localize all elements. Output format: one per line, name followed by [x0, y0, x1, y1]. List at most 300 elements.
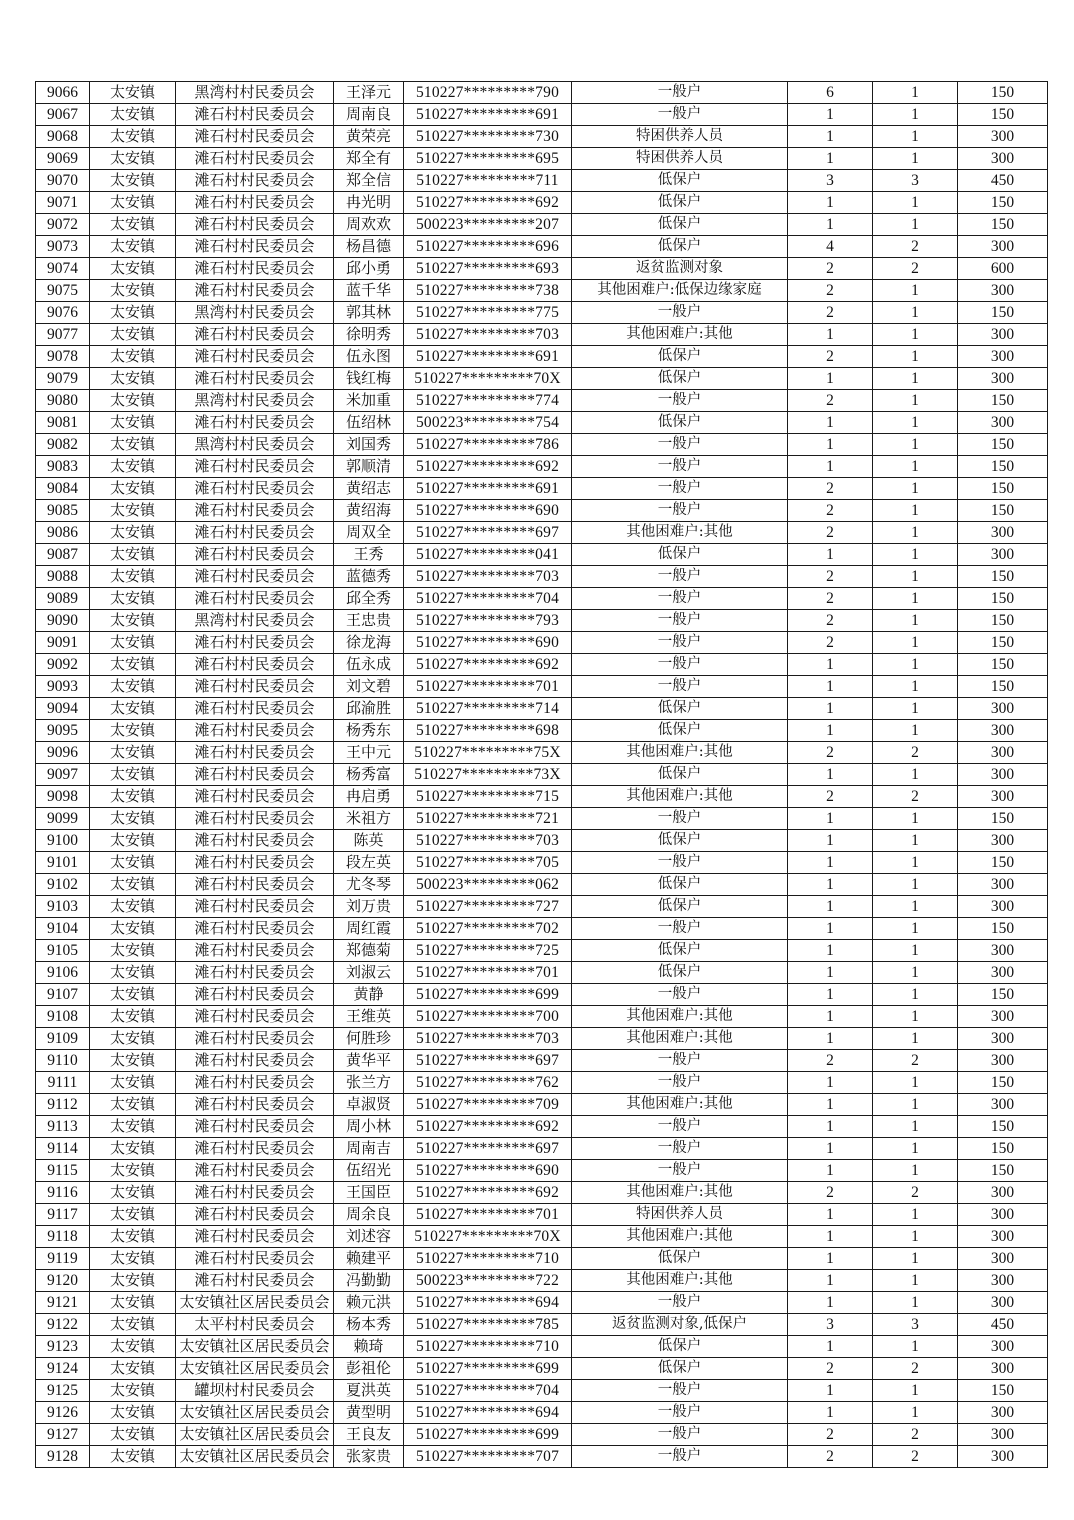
- row-number-cell: 9127: [36, 1424, 90, 1446]
- person-name-cell: 张家贵: [334, 1446, 404, 1468]
- town-cell: 太安镇: [90, 544, 176, 566]
- town-cell: 太安镇: [90, 170, 176, 192]
- person-name-cell: 冯勤勤: [334, 1270, 404, 1292]
- subsidy-amount-cell: 150: [958, 1380, 1048, 1402]
- household-size-cell: 1: [788, 434, 873, 456]
- table-row: [36, 566, 1048, 588]
- id-number-cell: 510227*********774: [404, 390, 572, 412]
- town-cell: 太安镇: [90, 346, 176, 368]
- household-category-cell: 低保户: [572, 962, 788, 984]
- household-size-cell: 1: [788, 544, 873, 566]
- row-number-cell: 9077: [36, 324, 90, 346]
- row-number-cell: 9066: [36, 82, 90, 104]
- person-name-cell: 郑全有: [334, 148, 404, 170]
- beneficiary-count-cell: 1: [873, 478, 958, 500]
- table-row: [36, 984, 1048, 1006]
- household-category-cell: 一般户: [572, 1424, 788, 1446]
- row-number-cell: 9103: [36, 896, 90, 918]
- table-row: [36, 346, 1048, 368]
- table-row: [36, 874, 1048, 896]
- town-cell: 太安镇: [90, 918, 176, 940]
- table-row: [36, 522, 1048, 544]
- row-number-cell: 9108: [36, 1006, 90, 1028]
- row-number-cell: 9094: [36, 698, 90, 720]
- household-category-cell: 其他困难户:其他: [572, 1094, 788, 1116]
- town-cell: 太安镇: [90, 500, 176, 522]
- id-number-cell: 510227*********700: [404, 1006, 572, 1028]
- household-category-cell: 低保户: [572, 720, 788, 742]
- beneficiary-count-cell: 1: [873, 984, 958, 1006]
- beneficiary-count-cell: 1: [873, 808, 958, 830]
- beneficiary-count-cell: 1: [873, 522, 958, 544]
- beneficiary-count-cell: 1: [873, 654, 958, 676]
- beneficiary-count-cell: 1: [873, 962, 958, 984]
- person-name-cell: 王维英: [334, 1006, 404, 1028]
- person-name-cell: 王中元: [334, 742, 404, 764]
- subsidy-amount-cell: 300: [958, 1006, 1048, 1028]
- subsidy-amount-cell: 300: [958, 522, 1048, 544]
- table-row: [36, 588, 1048, 610]
- row-number-cell: 9126: [36, 1402, 90, 1424]
- village-committee-cell: 滩石村村民委员会: [176, 676, 334, 698]
- beneficiary-count-cell: 1: [873, 940, 958, 962]
- village-committee-cell: 滩石村村民委员会: [176, 830, 334, 852]
- beneficiary-count-cell: 1: [873, 456, 958, 478]
- id-number-cell: 510227*********694: [404, 1292, 572, 1314]
- household-category-cell: 其他困难户:其他: [572, 1182, 788, 1204]
- household-size-cell: 2: [788, 1446, 873, 1468]
- row-number-cell: 9081: [36, 412, 90, 434]
- row-number-cell: 9097: [36, 764, 90, 786]
- beneficiary-count-cell: 1: [873, 434, 958, 456]
- id-number-cell: 510227*********70X: [404, 368, 572, 390]
- household-category-cell: 一般户: [572, 566, 788, 588]
- subsidy-amount-cell: 300: [958, 940, 1048, 962]
- id-number-cell: 510227*********690: [404, 500, 572, 522]
- village-committee-cell: 滩石村村民委员会: [176, 412, 334, 434]
- row-number-cell: 9069: [36, 148, 90, 170]
- id-number-cell: 500223*********062: [404, 874, 572, 896]
- person-name-cell: 郑全信: [334, 170, 404, 192]
- row-number-cell: 9107: [36, 984, 90, 1006]
- table-row: [36, 852, 1048, 874]
- household-category-cell: 一般户: [572, 918, 788, 940]
- table-row: [36, 742, 1048, 764]
- table-row: [36, 830, 1048, 852]
- table-row: [36, 148, 1048, 170]
- id-number-cell: 510227*********75X: [404, 742, 572, 764]
- subsidy-amount-cell: 300: [958, 544, 1048, 566]
- household-category-cell: 其他困难户:其他: [572, 742, 788, 764]
- id-number-cell: 510227*********694: [404, 1402, 572, 1424]
- town-cell: 太安镇: [90, 214, 176, 236]
- household-size-cell: 1: [788, 456, 873, 478]
- household-size-cell: 1: [788, 1292, 873, 1314]
- row-number-cell: 9090: [36, 610, 90, 632]
- row-number-cell: 9124: [36, 1358, 90, 1380]
- subsidy-amount-cell: 150: [958, 984, 1048, 1006]
- id-number-cell: 500223*********207: [404, 214, 572, 236]
- beneficiary-count-cell: 1: [873, 566, 958, 588]
- person-name-cell: 黄荣亮: [334, 126, 404, 148]
- household-size-cell: 1: [788, 720, 873, 742]
- town-cell: 太安镇: [90, 610, 176, 632]
- table-row: [36, 170, 1048, 192]
- town-cell: 太安镇: [90, 1006, 176, 1028]
- household-size-cell: 1: [788, 412, 873, 434]
- household-size-cell: 3: [788, 170, 873, 192]
- subsidy-amount-cell: 300: [958, 1226, 1048, 1248]
- beneficiary-count-cell: 1: [873, 82, 958, 104]
- row-number-cell: 9113: [36, 1116, 90, 1138]
- beneficiary-count-cell: 1: [873, 1138, 958, 1160]
- household-size-cell: 1: [788, 896, 873, 918]
- town-cell: 太安镇: [90, 1094, 176, 1116]
- town-cell: 太安镇: [90, 1358, 176, 1380]
- person-name-cell: 段左英: [334, 852, 404, 874]
- town-cell: 太安镇: [90, 962, 176, 984]
- beneficiary-count-cell: 1: [873, 368, 958, 390]
- row-number-cell: 9123: [36, 1336, 90, 1358]
- subsidy-amount-cell: 300: [958, 1094, 1048, 1116]
- beneficiary-count-cell: 1: [873, 192, 958, 214]
- row-number-cell: 9105: [36, 940, 90, 962]
- town-cell: 太安镇: [90, 720, 176, 742]
- town-cell: 太安镇: [90, 1292, 176, 1314]
- table-row: [36, 258, 1048, 280]
- person-name-cell: 周欢欢: [334, 214, 404, 236]
- village-committee-cell: 滩石村村民委员会: [176, 478, 334, 500]
- household-category-cell: 返贫监测对象: [572, 258, 788, 280]
- village-committee-cell: 太平村村民委员会: [176, 1314, 334, 1336]
- row-number-cell: 9111: [36, 1072, 90, 1094]
- village-committee-cell: 滩石村村民委员会: [176, 1160, 334, 1182]
- household-size-cell: 1: [788, 1336, 873, 1358]
- subsidy-amount-cell: 150: [958, 1138, 1048, 1160]
- village-committee-cell: 滩石村村民委员会: [176, 1204, 334, 1226]
- household-size-cell: 2: [788, 478, 873, 500]
- village-committee-cell: 滩石村村民委员会: [176, 720, 334, 742]
- beneficiary-count-cell: 1: [873, 302, 958, 324]
- id-number-cell: 510227*********701: [404, 962, 572, 984]
- village-committee-cell: 太安镇社区居民委员会: [176, 1446, 334, 1468]
- household-category-cell: 一般户: [572, 808, 788, 830]
- household-category-cell: 低保户: [572, 874, 788, 896]
- row-number-cell: 9072: [36, 214, 90, 236]
- row-number-cell: 9121: [36, 1292, 90, 1314]
- beneficiary-count-cell: 2: [873, 1050, 958, 1072]
- town-cell: 太安镇: [90, 1270, 176, 1292]
- household-category-cell: 其他困难户:其他: [572, 1006, 788, 1028]
- household-category-cell: 低保户: [572, 1248, 788, 1270]
- household-category-cell: 低保户: [572, 698, 788, 720]
- household-size-cell: 2: [788, 1050, 873, 1072]
- id-number-cell: 510227*********703: [404, 324, 572, 346]
- row-number-cell: 9118: [36, 1226, 90, 1248]
- household-category-cell: 特困供养人员: [572, 148, 788, 170]
- town-cell: 太安镇: [90, 522, 176, 544]
- id-number-cell: 510227*********775: [404, 302, 572, 324]
- row-number-cell: 9104: [36, 918, 90, 940]
- beneficiary-count-cell: 1: [873, 324, 958, 346]
- household-size-cell: 6: [788, 82, 873, 104]
- beneficiary-count-cell: 1: [873, 346, 958, 368]
- id-number-cell: 510227*********691: [404, 104, 572, 126]
- subsidy-amount-cell: 150: [958, 456, 1048, 478]
- subsidy-amount-cell: 300: [958, 962, 1048, 984]
- subsidy-amount-cell: 150: [958, 808, 1048, 830]
- town-cell: 太安镇: [90, 1314, 176, 1336]
- id-number-cell: 510227*********793: [404, 610, 572, 632]
- household-size-cell: 1: [788, 1270, 873, 1292]
- household-category-cell: 低保户: [572, 544, 788, 566]
- beneficiary-count-cell: 1: [873, 1204, 958, 1226]
- town-cell: 太安镇: [90, 698, 176, 720]
- household-category-cell: 低保户: [572, 214, 788, 236]
- id-number-cell: 510227*********714: [404, 698, 572, 720]
- row-number-cell: 9101: [36, 852, 90, 874]
- village-committee-cell: 滩石村村民委员会: [176, 874, 334, 896]
- town-cell: 太安镇: [90, 764, 176, 786]
- beneficiary-count-cell: 1: [873, 720, 958, 742]
- person-name-cell: 冉光明: [334, 192, 404, 214]
- beneficiary-count-cell: 1: [873, 1160, 958, 1182]
- id-number-cell: 510227*********710: [404, 1248, 572, 1270]
- table-row: [36, 676, 1048, 698]
- subsidy-amount-cell: 150: [958, 632, 1048, 654]
- town-cell: 太安镇: [90, 368, 176, 390]
- village-committee-cell: 滩石村村民委员会: [176, 1094, 334, 1116]
- row-number-cell: 9112: [36, 1094, 90, 1116]
- table-row: [36, 1116, 1048, 1138]
- beneficiary-count-cell: 3: [873, 170, 958, 192]
- town-cell: 太安镇: [90, 324, 176, 346]
- household-size-cell: 1: [788, 1116, 873, 1138]
- person-name-cell: 刘淑云: [334, 962, 404, 984]
- person-name-cell: 刘述容: [334, 1226, 404, 1248]
- household-size-cell: 2: [788, 588, 873, 610]
- row-number-cell: 9098: [36, 786, 90, 808]
- id-number-cell: 510227*********704: [404, 588, 572, 610]
- household-size-cell: 1: [788, 918, 873, 940]
- table-row: [36, 720, 1048, 742]
- beneficiary-count-cell: 1: [873, 676, 958, 698]
- household-category-cell: 低保户: [572, 170, 788, 192]
- town-cell: 太安镇: [90, 1204, 176, 1226]
- beneficiary-count-cell: 1: [873, 390, 958, 412]
- household-size-cell: 1: [788, 852, 873, 874]
- household-size-cell: 1: [788, 874, 873, 896]
- town-cell: 太安镇: [90, 1182, 176, 1204]
- town-cell: 太安镇: [90, 742, 176, 764]
- beneficiary-count-cell: 1: [873, 544, 958, 566]
- subsidy-amount-cell: 300: [958, 412, 1048, 434]
- person-name-cell: 周双全: [334, 522, 404, 544]
- row-number-cell: 9093: [36, 676, 90, 698]
- beneficiary-count-cell: 2: [873, 742, 958, 764]
- household-category-cell: 一般户: [572, 1072, 788, 1094]
- town-cell: 太安镇: [90, 1160, 176, 1182]
- id-number-cell: 510227*********705: [404, 852, 572, 874]
- household-size-cell: 2: [788, 346, 873, 368]
- village-committee-cell: 滩石村村民委员会: [176, 258, 334, 280]
- row-number-cell: 9067: [36, 104, 90, 126]
- row-number-cell: 9078: [36, 346, 90, 368]
- subsidy-amount-cell: 300: [958, 1050, 1048, 1072]
- subsidy-amount-cell: 300: [958, 368, 1048, 390]
- household-size-cell: 2: [788, 566, 873, 588]
- id-number-cell: 510227*********703: [404, 1028, 572, 1050]
- person-name-cell: 王良友: [334, 1424, 404, 1446]
- village-committee-cell: 滩石村村民委员会: [176, 1182, 334, 1204]
- household-size-cell: 1: [788, 764, 873, 786]
- beneficiary-count-cell: 1: [873, 918, 958, 940]
- household-size-cell: 1: [788, 676, 873, 698]
- row-number-cell: 9073: [36, 236, 90, 258]
- subsidy-amount-cell: 150: [958, 434, 1048, 456]
- row-number-cell: 9092: [36, 654, 90, 676]
- household-size-cell: 1: [788, 214, 873, 236]
- household-category-cell: 低保户: [572, 346, 788, 368]
- household-size-cell: 2: [788, 280, 873, 302]
- id-number-cell: 510227*********715: [404, 786, 572, 808]
- id-number-cell: 510227*********692: [404, 654, 572, 676]
- village-committee-cell: 滩石村村民委员会: [176, 500, 334, 522]
- table-row: [36, 1446, 1048, 1468]
- id-number-cell: 510227*********690: [404, 1160, 572, 1182]
- table-row: [36, 1314, 1048, 1336]
- village-committee-cell: 滩石村村民委员会: [176, 742, 334, 764]
- subsidy-amount-cell: 300: [958, 236, 1048, 258]
- table-row: [36, 654, 1048, 676]
- subsidy-amount-cell: 150: [958, 566, 1048, 588]
- person-name-cell: 郭其林: [334, 302, 404, 324]
- id-number-cell: 510227*********698: [404, 720, 572, 742]
- beneficiary-count-cell: 1: [873, 852, 958, 874]
- subsidy-amount-cell: 150: [958, 390, 1048, 412]
- person-name-cell: 夏洪英: [334, 1380, 404, 1402]
- household-category-cell: 其他困难户:其他: [572, 1226, 788, 1248]
- village-committee-cell: 黑湾村村民委员会: [176, 434, 334, 456]
- household-category-cell: 其他困难户:其他: [572, 1028, 788, 1050]
- town-cell: 太安镇: [90, 456, 176, 478]
- household-category-cell: 低保户: [572, 830, 788, 852]
- subsidy-amount-cell: 300: [958, 1446, 1048, 1468]
- village-committee-cell: 滩石村村民委员会: [176, 346, 334, 368]
- household-category-cell: 一般户: [572, 82, 788, 104]
- beneficiary-count-cell: 1: [873, 1072, 958, 1094]
- household-category-cell: 低保户: [572, 764, 788, 786]
- household-category-cell: 低保户: [572, 412, 788, 434]
- id-number-cell: 510227*********703: [404, 566, 572, 588]
- beneficiary-count-cell: 1: [873, 874, 958, 896]
- household-size-cell: 1: [788, 940, 873, 962]
- id-number-cell: 510227*********738: [404, 280, 572, 302]
- person-name-cell: 赖元洪: [334, 1292, 404, 1314]
- village-committee-cell: 黑湾村村民委员会: [176, 390, 334, 412]
- table-row: [36, 962, 1048, 984]
- person-name-cell: 黄绍志: [334, 478, 404, 500]
- person-name-cell: 伍永图: [334, 346, 404, 368]
- household-category-cell: 一般户: [572, 104, 788, 126]
- town-cell: 太安镇: [90, 1226, 176, 1248]
- beneficiary-count-cell: 1: [873, 214, 958, 236]
- beneficiary-count-cell: 1: [873, 1226, 958, 1248]
- table-row: [36, 808, 1048, 830]
- row-number-cell: 9116: [36, 1182, 90, 1204]
- subsidy-amount-cell: 450: [958, 170, 1048, 192]
- household-category-cell: 低保户: [572, 192, 788, 214]
- village-committee-cell: 滩石村村民委员会: [176, 764, 334, 786]
- id-number-cell: 510227*********692: [404, 1182, 572, 1204]
- town-cell: 太安镇: [90, 236, 176, 258]
- subsidy-amount-cell: 300: [958, 698, 1048, 720]
- village-committee-cell: 滩石村村民委员会: [176, 984, 334, 1006]
- person-name-cell: 伍绍林: [334, 412, 404, 434]
- table-row: [36, 324, 1048, 346]
- id-number-cell: 510227*********702: [404, 918, 572, 940]
- subsidy-amount-cell: 300: [958, 1270, 1048, 1292]
- table-row: [36, 610, 1048, 632]
- id-number-cell: 510227*********697: [404, 522, 572, 544]
- household-size-cell: 2: [788, 258, 873, 280]
- household-size-cell: 2: [788, 1358, 873, 1380]
- id-number-cell: 510227*********041: [404, 544, 572, 566]
- household-category-cell: 一般户: [572, 852, 788, 874]
- id-number-cell: 510227*********699: [404, 1424, 572, 1446]
- person-name-cell: 杨秀富: [334, 764, 404, 786]
- id-number-cell: 510227*********70X: [404, 1226, 572, 1248]
- village-committee-cell: 滩石村村民委员会: [176, 280, 334, 302]
- town-cell: 太安镇: [90, 896, 176, 918]
- person-name-cell: 刘国秀: [334, 434, 404, 456]
- table-row: [36, 764, 1048, 786]
- table-row: [36, 1138, 1048, 1160]
- village-committee-cell: 滩石村村民委员会: [176, 1028, 334, 1050]
- subsidy-amount-cell: 300: [958, 764, 1048, 786]
- beneficiary-count-cell: 1: [873, 1028, 958, 1050]
- town-cell: 太安镇: [90, 148, 176, 170]
- beneficiary-count-cell: 1: [873, 1270, 958, 1292]
- village-committee-cell: 滩石村村民委员会: [176, 1006, 334, 1028]
- household-category-cell: 一般户: [572, 1380, 788, 1402]
- town-cell: 太安镇: [90, 786, 176, 808]
- beneficiary-count-cell: 1: [873, 610, 958, 632]
- village-committee-cell: 滩石村村民委员会: [176, 236, 334, 258]
- table-row: [36, 1160, 1048, 1182]
- village-committee-cell: 滩石村村民委员会: [176, 1050, 334, 1072]
- person-name-cell: 黄型明: [334, 1402, 404, 1424]
- village-committee-cell: 滩石村村民委员会: [176, 1270, 334, 1292]
- town-cell: 太安镇: [90, 1424, 176, 1446]
- id-number-cell: 510227*********701: [404, 1204, 572, 1226]
- village-committee-cell: 罐坝村村民委员会: [176, 1380, 334, 1402]
- row-number-cell: 9086: [36, 522, 90, 544]
- person-name-cell: 杨昌德: [334, 236, 404, 258]
- beneficiary-count-cell: 1: [873, 1402, 958, 1424]
- household-size-cell: 1: [788, 1094, 873, 1116]
- person-name-cell: 徐龙海: [334, 632, 404, 654]
- subsidy-amount-cell: 300: [958, 1292, 1048, 1314]
- table-row: [36, 940, 1048, 962]
- table-row: [36, 544, 1048, 566]
- row-number-cell: 9117: [36, 1204, 90, 1226]
- beneficiary-count-cell: 2: [873, 786, 958, 808]
- subsidy-amount-cell: 150: [958, 610, 1048, 632]
- household-category-cell: 其他困难户:其他: [572, 522, 788, 544]
- village-committee-cell: 滩石村村民委员会: [176, 324, 334, 346]
- subsidy-amount-cell: 300: [958, 1424, 1048, 1446]
